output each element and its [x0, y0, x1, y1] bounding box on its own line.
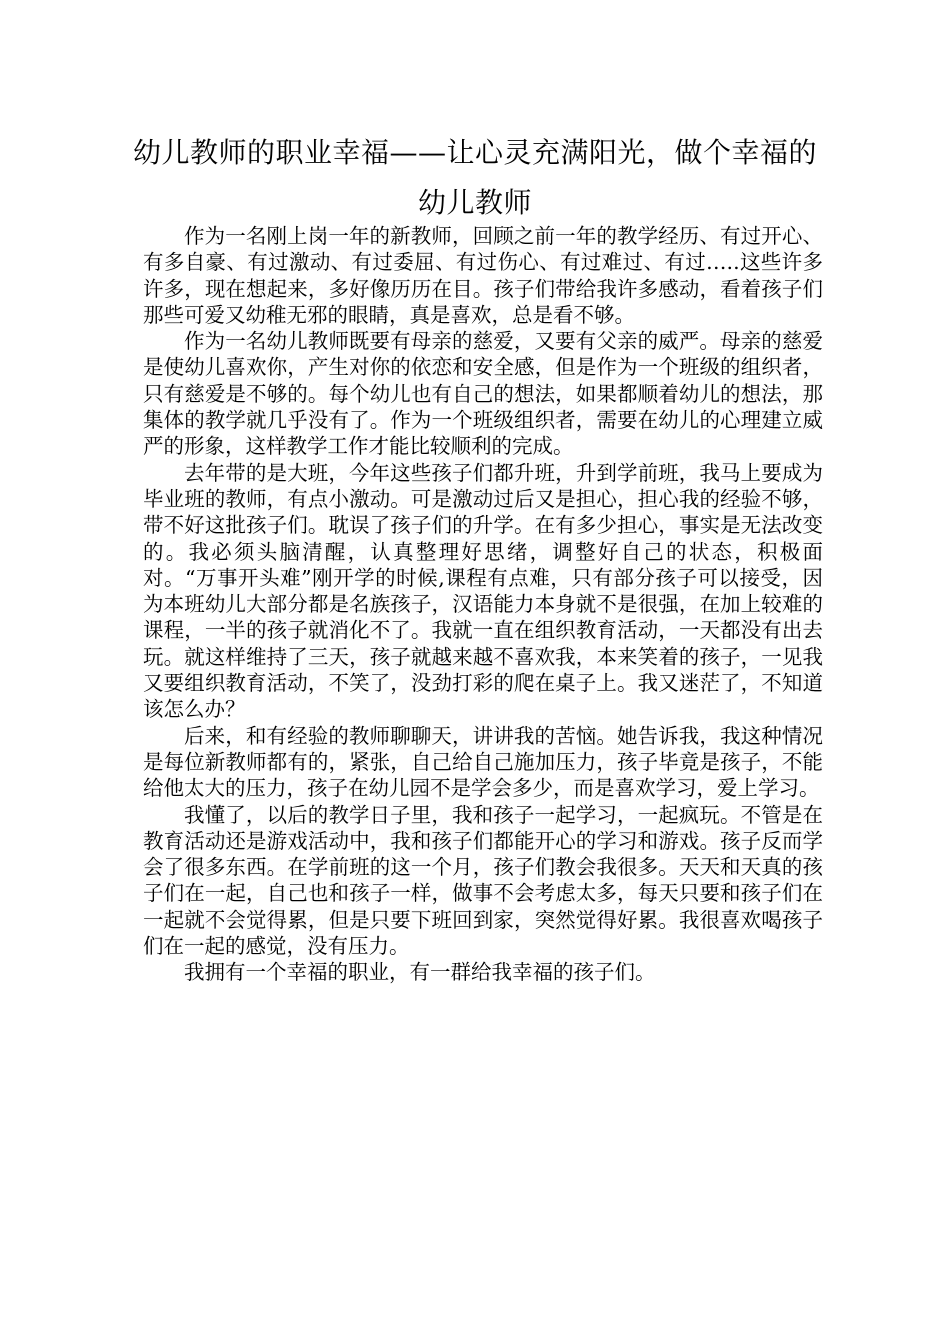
paragraph: 后来，和有经验的教师聊聊天，讲讲我的苦恼。她告诉我，我这种情况是每位新教师都有的，紧张，自己给自己施加压力，孩子毕竟是孩子，不能给他太大的压力，孩子在幼儿园不是学会多少，而是喜欢学习，爱上学习。	[143, 723, 823, 801]
paragraph: 作为一名幼儿教师既要有母亲的慈爱，又要有父亲的威严。母亲的慈爱是使幼儿喜欢你，产生对你的依恋和安全感，但是作为一个班级的组织者，只有慈爱是不够的。每个幼儿也有自己的想法，如果都顺着幼儿的想法，那集体的教学就几乎没有了。作为一个班级组织者，需要在幼儿的心理建立威严的形象，这样教学工作才能比较顺利的完成。	[143, 329, 823, 459]
document-body	[143, 223, 823, 986]
paragraph: 我拥有一个幸福的职业，有一群给我幸福的孩子们。	[184, 960, 656, 985]
paragraph: 作为一名刚上岗一年的新教师，回顾之前一年的教学经历、有过开心、有多自豪、有过激动、有过委屈、有过伤心、有过难过、有过…..这些许多许多，现在想起来，多好像历历在目。孩子们带给我许多感动，看着孩子们那些可爱又幼稚无邪的眼睛，真是喜欢，总是看不够。	[143, 224, 823, 327]
document-title: 幼儿教师的职业幸福——让心灵充满阳光，做个幸福的幼儿教师	[132, 136, 817, 219]
paragraph: 去年带的是大班，今年这些孩子们都升班，升到学前班，我马上要成为毕业班的教师，有点小激动。可是激动过后又是担心，担心我的经验不够，带不好这批孩子们。耽误了孩子们的升学。在有多少担心，事实是无法改变的。我必须头脑清醒，认真整理好思绪，调整好自己的状态，积极面对。“万事开头难”刚开学的时候,课程有点难，只有部分孩子可以接受，因为本班幼儿大部分都是名族孩子，汉语能力本身就不是很强，在加上较难的课程，一半的孩子就消化不了。我就一直在组织教育活动，一天都没有出去玩。就这样维持了三天，孩子就越来越不喜欢我，本来笑着的孩子，一见我又要组织教育活动，不笑了，没劲打彩的爬在桌子上。我又迷茫了，不知道该怎么办？	[143, 460, 823, 722]
paragraph: 我懂了，以后的教学日子里，我和孩子一起学习，一起疯玩。不管是在教育活动还是游戏活动中，我和孩子们都能开心的学习和游戏。孩子反而学会了很多东西。在学前班的这一个月，孩子们教会我很多。天天和天真的孩子们在一起，自己也和孩子一样，做事不会考虑太多，每天只要和孩子们在一起就不会觉得累，但是只要下班回到家，突然觉得好累。我很喜欢喝孩子们在一起的感觉，没有压力。	[143, 802, 823, 959]
